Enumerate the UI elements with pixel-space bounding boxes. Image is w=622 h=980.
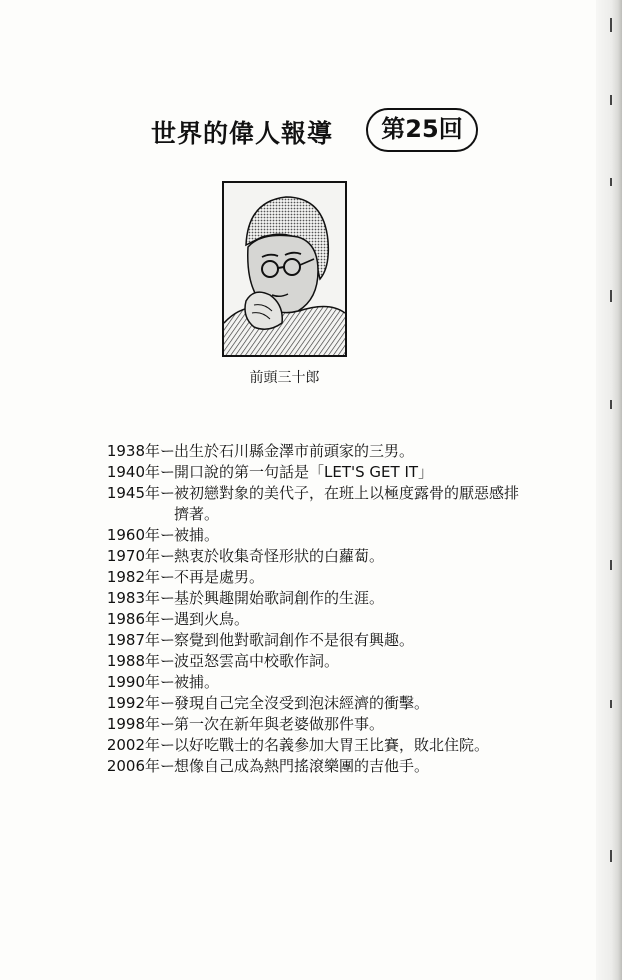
timeline-year: 1960年 [106, 526, 160, 544]
timeline-text: 被捕。 [174, 526, 220, 544]
timeline-entry [90, 525, 530, 546]
timeline-year: 1938年 [106, 442, 160, 460]
timeline-year: 2002年 [106, 736, 160, 754]
portrait-image [222, 181, 347, 357]
timeline-text: 被初戀對象的美代子，在班上以極度露骨的厭惡感排擠著。 [174, 484, 520, 523]
timeline-dash: ー [160, 757, 176, 775]
edge-mark [610, 18, 612, 32]
timeline-text: 波亞怒雲高中校歌作詞。 [174, 652, 340, 670]
timeline-entry [90, 756, 530, 777]
page-header [0, 108, 622, 158]
timeline-entry [90, 546, 530, 567]
edge-mark [610, 178, 612, 186]
timeline-dash: ー [160, 652, 176, 670]
timeline-text: 出生於石川縣金澤市前頭家的三男。 [174, 442, 415, 460]
timeline-text: 遇到火鳥。 [174, 610, 250, 628]
timeline-entry [90, 735, 530, 756]
timeline-dash: ー [160, 589, 176, 607]
timeline-text: 第一次在新年與老婆做那件事。 [174, 715, 385, 733]
timeline-text: 察覺到他對歌詞創作不是很有興趣。 [174, 631, 415, 649]
timeline-year: 1940年 [106, 463, 160, 481]
timeline-entry [90, 714, 530, 735]
edge-mark [610, 290, 612, 302]
timeline-dash: ー [160, 547, 176, 565]
timeline-entry [90, 462, 530, 483]
edge-mark [610, 95, 612, 105]
timeline-year: 1990年 [106, 673, 160, 691]
timeline-year: 1986年 [106, 610, 160, 628]
timeline-dash: ー [160, 610, 176, 628]
timeline-dash: ー [160, 715, 176, 733]
timeline-year: 1988年 [106, 652, 160, 670]
timeline-dash: ー [160, 442, 176, 460]
timeline-dash: ー [160, 526, 176, 544]
page-title: 世界的偉人報導 [151, 119, 334, 148]
timeline-entry [90, 441, 530, 462]
timeline-year: 1992年 [106, 694, 160, 712]
timeline-year: 1998年 [106, 715, 160, 733]
timeline-entry [90, 672, 530, 693]
timeline-dash: ー [160, 694, 176, 712]
timeline-entry [90, 693, 530, 714]
timeline-entry [90, 567, 530, 588]
timeline-text: 以好吃戰士的名義參加大胃王比賽，敗北住院。 [174, 736, 490, 754]
timeline-dash: ー [160, 484, 176, 502]
biography-timeline [90, 441, 530, 777]
timeline-year: 2006年 [106, 757, 160, 775]
edge-mark [610, 400, 612, 409]
timeline-dash: ー [160, 568, 176, 586]
timeline-dash: ー [160, 463, 176, 481]
timeline-year: 1982年 [106, 568, 160, 586]
timeline-text: 熱衷於收集奇怪形狀的白蘿蔔。 [174, 547, 385, 565]
timeline-text: 不再是處男。 [174, 568, 265, 586]
timeline-dash: ー [160, 736, 176, 754]
timeline-entry [90, 651, 530, 672]
timeline-text: 想像自己成為熱門搖滾樂團的吉他手。 [174, 757, 430, 775]
timeline-text: 被捕。 [174, 673, 220, 691]
timeline-year: 1983年 [106, 589, 160, 607]
timeline-text: 開口說的第一句話是「LET'S GET IT」 [174, 463, 434, 481]
timeline-entry [90, 483, 530, 525]
episode-badge: 第25回 [366, 108, 478, 152]
timeline-text: 基於興趣開始歌詞創作的生涯。 [174, 589, 385, 607]
timeline-entry [90, 588, 530, 609]
timeline-year: 1987年 [106, 631, 160, 649]
portrait-caption: 前頭三十郎 [249, 370, 320, 386]
timeline-entry [90, 630, 530, 651]
timeline-dash: ー [160, 631, 176, 649]
timeline-year: 1970年 [106, 547, 160, 565]
edge-mark [610, 700, 612, 708]
timeline-entry [90, 609, 530, 630]
timeline-year: 1945年 [106, 484, 160, 502]
timeline-dash: ー [160, 673, 176, 691]
edge-mark [610, 850, 612, 862]
edge-mark [610, 560, 612, 570]
timeline-text: 發現自己完全沒受到泡沫經濟的衝擊。 [174, 694, 430, 712]
